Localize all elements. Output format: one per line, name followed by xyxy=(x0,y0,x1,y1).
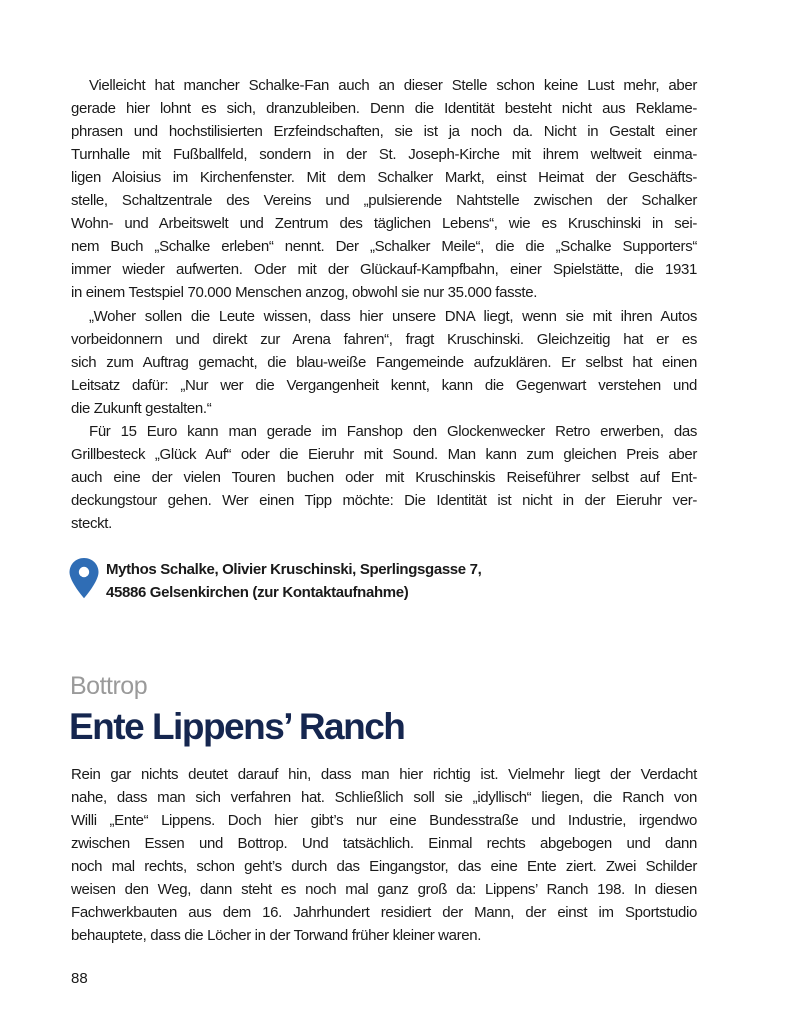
address-info xyxy=(106,558,481,604)
section-kicker: Bottrop xyxy=(70,672,148,700)
text-line: auch eine der vielen Touren buchen oder mit Kruschinskis Reiseführer selbst auf Ent- xyxy=(71,469,697,486)
text-line: sich zum Auftrag gemacht, die blau-weiße Fangemeinde aufzuklären. Er selbst hat einen xyxy=(71,354,697,371)
text-line: in einem Testspiel 70.000 Menschen anzog, obwohl sie nur 35.000 fasste. xyxy=(71,284,538,301)
text-line: Rein gar nichts deutet darauf hin, dass man hier richtig ist. Vielmehr liegt der Verdacht xyxy=(71,766,697,783)
text-line: Willi „Ente“ Lippens. Doch hier gibt’s nur eine Bundesstraße und Industrie, irgendwo xyxy=(71,812,697,829)
address-line: Mythos Schalke, Olivier Kruschinski, Sperlingsgasse 7, xyxy=(106,561,482,578)
text-line: zwischen Essen und Bottrop. Und tatsächlich. Einmal rechts abgebogen und dann xyxy=(71,835,697,852)
text-line: immer wieder aufwerten. Oder mit der Glückauf-Kampfbahn, einer Spielstätte, die 1931 xyxy=(71,261,697,278)
text-line: stelle, Schaltzentrale des Vereins und „pulsierende Nahtstelle zwischen der Schalker xyxy=(71,192,697,209)
text-line: „Woher sollen die Leute wissen, dass hier unsere DNA liegt, wenn sie mit ihren Autos xyxy=(89,308,697,325)
text-line: nem Buch „Schalke erleben“ nennt. Der „Schalker Meile“, die die „Schalke Supporters“ xyxy=(71,238,697,255)
text-line: ligen Aloisius im Kirchenfenster. Mit dem Schalker Markt, einst Heimat der Geschäfts- xyxy=(71,169,697,186)
text-line: Wohn- und Arbeitswelt und Zentrum des täglichen Lebens“, wie es Kruschinski in sei- xyxy=(71,215,697,232)
paragraph-dna-quote xyxy=(71,305,697,420)
text-line: noch mal rechts, schon geht’s durch das Eingangstor, das eine Ente ziert. Zwei Schilder xyxy=(71,858,697,875)
text-line: Leitsatz dafür: „Nur wer die Vergangenheit kennt, kann die Gegenwart verstehen und xyxy=(71,377,697,394)
text-line: phrasen und hochstilisierten Erzfeindschaften, sie ist ja noch da. Nicht in Gestalt einer xyxy=(71,123,697,140)
text-line: Für 15 Euro kann man gerade im Fanshop den Glockenwecker Retro erwerben, das xyxy=(89,423,697,440)
page-number: 88 xyxy=(71,970,88,987)
paragraph-ranch xyxy=(71,763,697,947)
section-title: Ente Lippens’ Ranch xyxy=(69,706,405,747)
text-line: steckt. xyxy=(71,515,112,532)
text-line: Vielleicht hat mancher Schalke-Fan auch an dieser Stelle schon keine Lust mehr, aber xyxy=(89,77,697,94)
text-line: vorbeidonnern und direkt zur Arena fahren“, fragt Kruschinski. Gleichzeitig hat er es xyxy=(71,331,697,348)
address-line: 45886 Gelsenkirchen (zur Kontaktaufnahme) xyxy=(106,584,409,601)
map-pin-icon xyxy=(68,557,100,599)
paragraph-schalke-identity xyxy=(71,74,697,304)
text-line: nahe, dass man sich verfahren hat. Schließlich soll sie „idyllisch“ liegen, die Ranch von xyxy=(71,789,697,806)
text-line: gerade hier lohnt es sich, dranzubleiben. Denn die Identität besteht nicht aus Reklame- xyxy=(71,100,697,117)
text-line: Grillbesteck „Glück Auf“ oder die Eieruhr mit Sound. Man kann zum gleichen Preis aber xyxy=(71,446,697,463)
text-line: die Zukunft gestalten.“ xyxy=(71,400,212,417)
text-line: behauptete, dass die Löcher in der Torwand früher kleiner waren. xyxy=(71,927,482,944)
text-line: weisen den Weg, dann steht es noch mal ganz groß da: Lippens’ Ranch 198. In diesen xyxy=(71,881,697,898)
text-line: Turnhalle mit Fußballfeld, sondern in der St. Joseph-Kirche mit ihrem weltweit einma- xyxy=(71,146,697,163)
text-line: Fachwerkbauten aus dem 16. Jahrhundert residiert der Mann, der einst im Sportstudio xyxy=(71,904,697,921)
text-line: deckungstour gehen. Wer einen Tipp möchte: Die Identität ist nicht in der Eieruhr ver- xyxy=(71,492,697,509)
paragraph-fanshop xyxy=(71,420,697,535)
